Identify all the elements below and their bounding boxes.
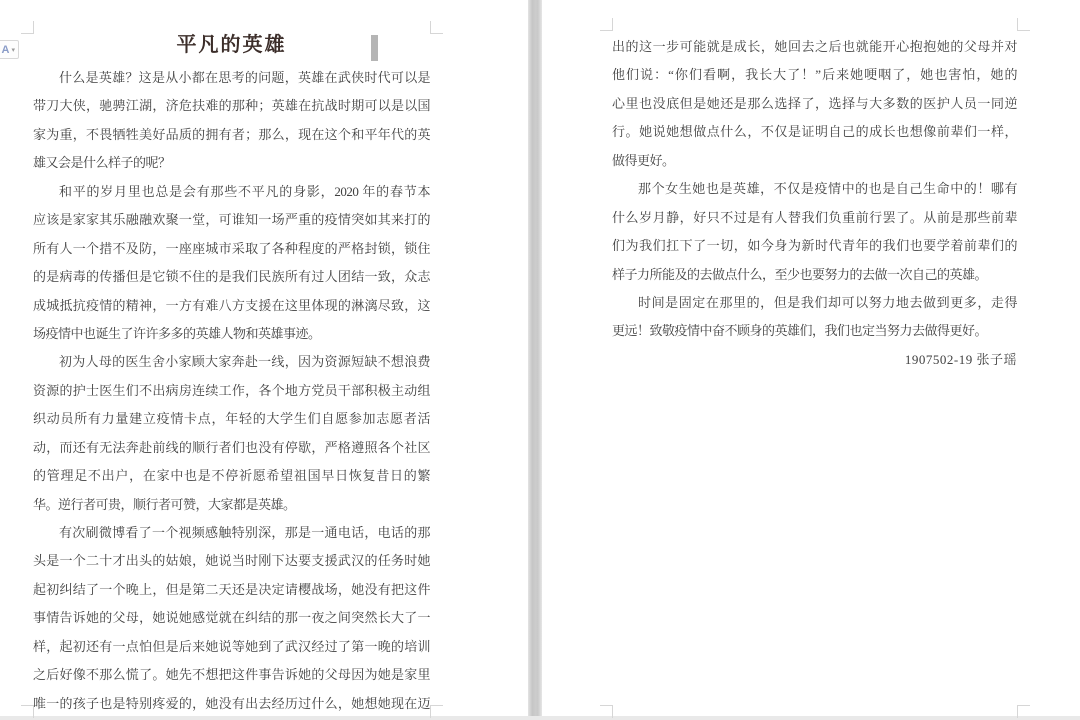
- text-line[interactable]: 什么岁月静，好只不过是有人替我们负重前行罢了。从前是那些前辈: [612, 209, 1017, 225]
- style-tool-icon: A: [1, 43, 10, 56]
- dropdown-arrow-icon: ▾: [11, 45, 15, 54]
- text-line[interactable]: 的管理足不出户，在家中也是不停祈愿希望祖国早日恢复昔日的繁: [33, 468, 430, 484]
- text-line[interactable]: 织动员所有力量建立疫情卡点，年轻的大学生们自愿参加志愿者活: [33, 411, 430, 427]
- text-line[interactable]: 所有人一个措不及防，一座座城市采取了各种程度的严格封锁，锁住: [33, 240, 430, 256]
- text-line[interactable]: 初为人母的医生舍小家顾大家奔赴一线，因为资源短缺不想浪费: [59, 354, 430, 370]
- page-bottom-edge: [0, 716, 1080, 720]
- text-line[interactable]: 华。逆行者可贵，顺行者可赞，大家都是英雄。: [33, 496, 296, 512]
- text-line[interactable]: 样子力所能及的去做点什么，至少也要努力的去做一次自己的英雄。: [612, 266, 988, 282]
- text-line[interactable]: 1907502-19 张子瑶: [904, 351, 1017, 367]
- text-line[interactable]: 起初纠结了一个晚上，但是第二天还是决定请樱战场，她没有把这件: [33, 581, 430, 597]
- text-line[interactable]: 动，而还有无法奔赴前线的顺行者们也没有停歇，严格遵照各个社区: [33, 439, 430, 455]
- text-line[interactable]: 带刀大侠，驰骋江湖，济危扶难的那种；英雄在抗战时期可以是以国: [33, 98, 430, 114]
- text-line[interactable]: 资源的护士医生们不出病房连续工作，各个地方党员干部积极主动组: [33, 382, 430, 398]
- text-line[interactable]: 家为重，不畏牺牲美好品质的拥有者；那么，现在这个和平年代的英: [33, 126, 430, 142]
- text-line[interactable]: 心里也没底但是她还是那么选择了，选择与大多数的医护人员一同逆: [612, 95, 1017, 111]
- document-page-1[interactable]: [0, 0, 528, 716]
- page-gap-divider: [528, 0, 542, 720]
- text-line[interactable]: 成城抵抗疫情的精神，一方有难八方支援在这里体现的淋漓尽致，这: [33, 297, 430, 313]
- text-line[interactable]: 时间是固定在那里的，但是我们却可以努力地去做到更多，走得: [638, 294, 1017, 310]
- text-line[interactable]: 行。她说她想做点什么，不仅是证明自己的成长也想像前辈们一样，: [612, 124, 1017, 140]
- margin-crop-mark: [1017, 18, 1030, 31]
- document-title[interactable]: 平凡的英雄: [176, 34, 287, 56]
- text-cursor-bar: [371, 35, 378, 61]
- margin-crop-mark: [21, 21, 34, 34]
- text-line[interactable]: 和平的岁月里也总是会有那些不平凡的身影，2020 年的春节本: [59, 183, 430, 199]
- text-line[interactable]: 场疫情中也诞生了许许多多的英雄人物和英雄事迹。: [33, 325, 321, 341]
- floating-style-button[interactable]: [0, 40, 19, 59]
- text-line[interactable]: 之后好像不那么慌了。她先不想把这件事告诉她的父母因为她是家里: [33, 667, 430, 683]
- text-line[interactable]: 更远！致敬疫情中奋不顾身的英雄们，我们也定当努力去做得更好。: [612, 323, 988, 339]
- margin-crop-mark: [600, 705, 613, 718]
- text-line[interactable]: 雄又会是什么样子的呢？: [33, 155, 171, 171]
- text-line[interactable]: 头是一个二十才出头的姑娘，她说当时刚下达要支援武汉的任务时她: [33, 553, 430, 569]
- text-line[interactable]: 做得更好。: [612, 152, 675, 168]
- text-line[interactable]: 那个女生她也是英雄，不仅是疫情中的也是自己生命中的！哪有: [638, 181, 1017, 197]
- text-line[interactable]: 们为我们扛下了一切，如今身为新时代青年的我们也要学着前辈们的: [612, 238, 1017, 254]
- margin-crop-mark: [1017, 705, 1030, 718]
- text-line[interactable]: 的是病毒的传播但是它锁不住的是我们民族所有过人团结一致，众志: [33, 269, 430, 285]
- page-2-text-column: [612, 33, 1017, 374]
- text-line[interactable]: 应该是家家其乐融融欢聚一堂，可谁知一场严重的疫情突如其来打的: [33, 212, 430, 228]
- text-line[interactable]: 他们说：“你们看啊，我长大了！”后来她哽咽了，她也害怕，她的: [612, 67, 1017, 83]
- text-line[interactable]: 事情告诉她的父母，她说她感觉就在纠结的那一夜之间突然长大了一: [33, 610, 430, 626]
- text-line[interactable]: 出的这一步可能就是成长，她回去之后也就能开心抱抱她的父母并对: [612, 39, 1017, 54]
- text-line[interactable]: 唯一的孩子也是特别疼爱的，她没有出去经历过什么，她想她现在迈: [33, 695, 430, 711]
- margin-crop-mark: [430, 705, 443, 718]
- page-1-text-column: [33, 64, 430, 718]
- text-line[interactable]: 什么是英雄？这是从小都在思考的问题，英雄在武侠时代可以是: [59, 70, 430, 85]
- margin-crop-mark: [430, 21, 443, 34]
- margin-crop-mark: [21, 705, 34, 718]
- text-line[interactable]: 样，起初还有一点怕但是后来她说等她到了武汉经过了第一晚的培训: [33, 638, 430, 654]
- text-line[interactable]: 有次刷微博看了一个视频感触特别深，那是一通电话，电话的那: [59, 525, 430, 540]
- margin-crop-mark: [600, 18, 613, 31]
